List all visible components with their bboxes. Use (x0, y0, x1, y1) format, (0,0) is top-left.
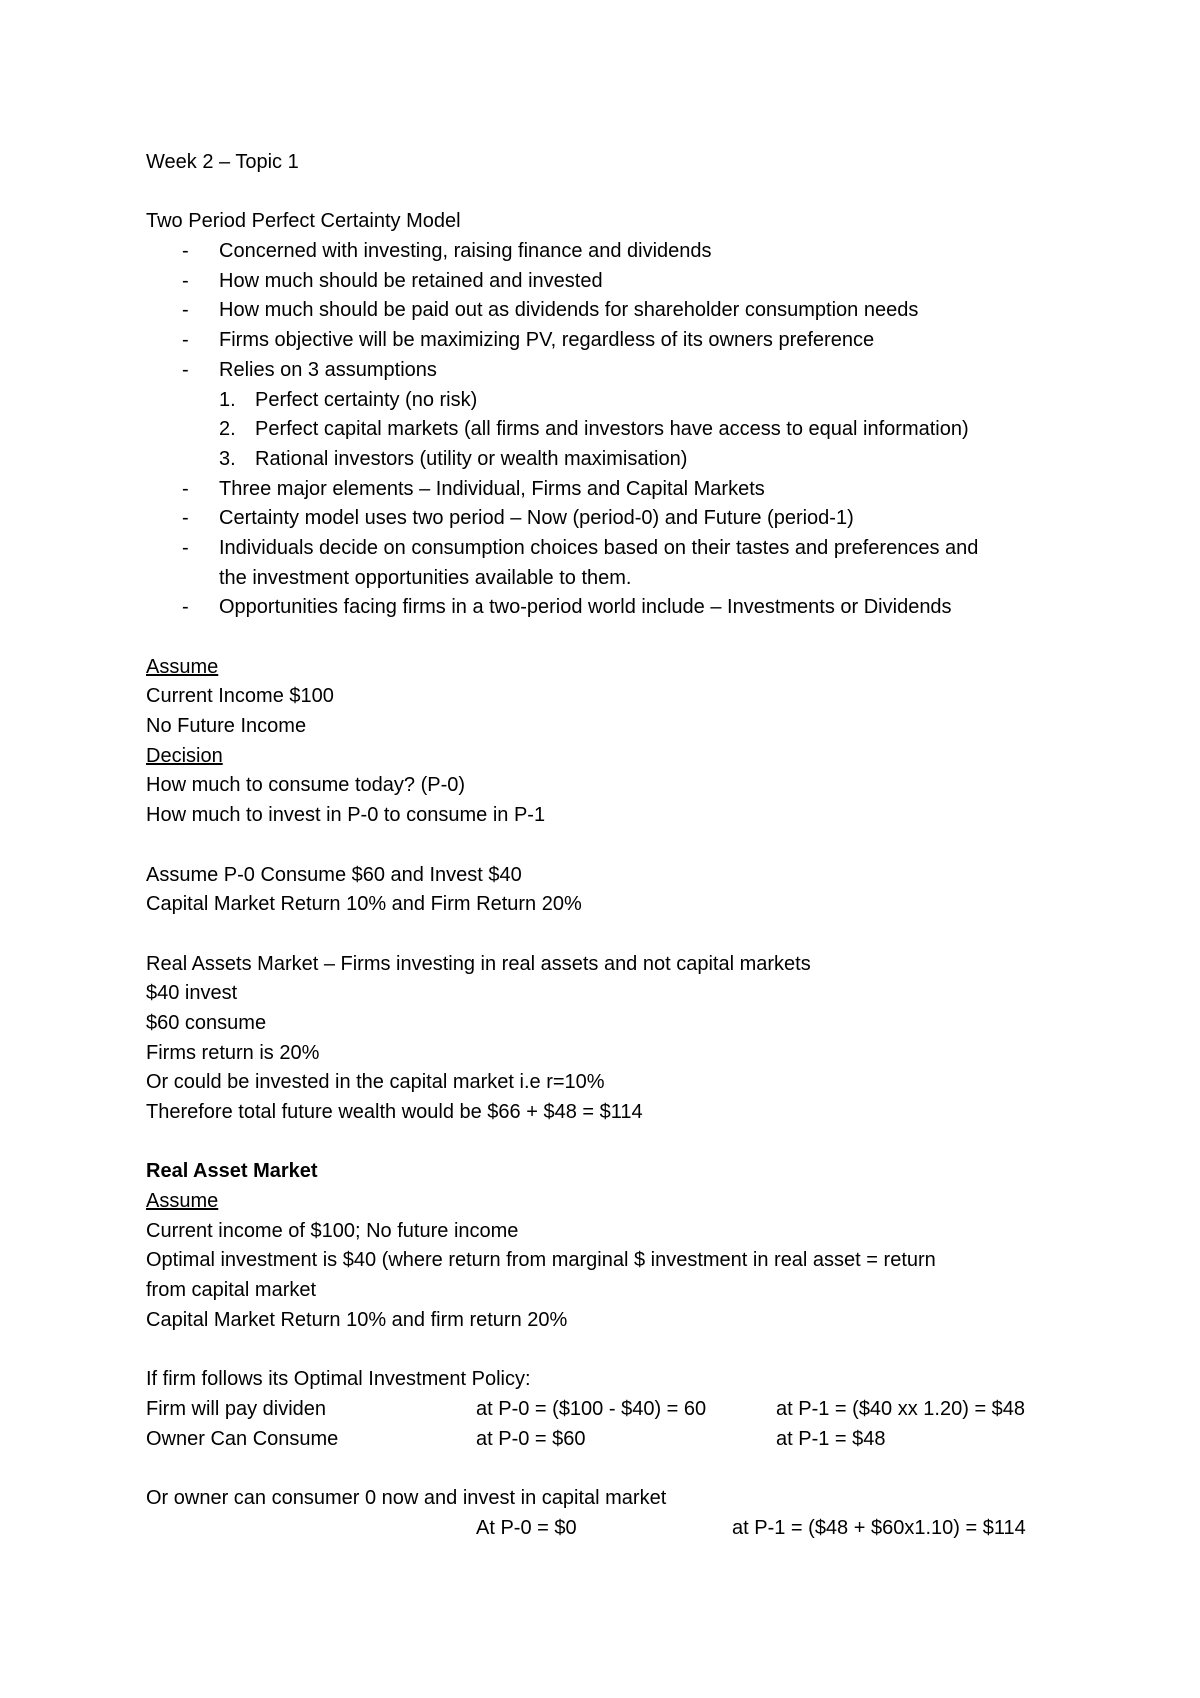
assumption-item (146, 445, 1080, 475)
assumption-text: Perfect capital markets (all firms and investors have access to equal information) (255, 418, 969, 441)
table-row (146, 1395, 1080, 1425)
row-label: Firm will pay dividen (146, 1397, 327, 1420)
assumption-number: 1. (219, 388, 236, 411)
text-line: Assume P-0 Consume $60 and Invest $40 (146, 863, 522, 886)
text-line: How much to consume today? (P-0) (146, 774, 466, 797)
row-p0: At P-0 = $0 (476, 1516, 577, 1539)
row-p0: at P-0 = ($100 - $40) = 60 (476, 1397, 707, 1420)
text-line: from capital market (146, 1279, 317, 1302)
text-line: Therefore total future wealth would be $66 + $48 = $114 (146, 1101, 643, 1123)
bullet-item: - Individuals decide on consumption choices based on their tastes and preferences and (146, 534, 1080, 564)
text-line: No Future Income (146, 715, 307, 738)
row-label: Owner Can Consume (146, 1427, 339, 1450)
text-line: Or could be invested in the capital market i.e r=10% (146, 1071, 605, 1094)
assume-heading: Assume (146, 1190, 219, 1213)
row-p0: at P-0 = $60 (476, 1427, 586, 1450)
text-line: Capital Market Return 10% and Firm Return 20% (146, 893, 582, 916)
text-line: Firms return is 20% (146, 1041, 320, 1064)
bullet-item: - How much should be paid out as dividends for shareholder consumption needs (146, 296, 1080, 326)
section-title: Real Asset Market (146, 1160, 318, 1183)
policy-heading: If firm follows its Optimal Investment Policy: (146, 1368, 531, 1391)
assumption-text: Perfect certainty (no risk) (255, 388, 478, 411)
row-p1: at P-1 = $48 (776, 1427, 886, 1450)
row-p1: at P-1 = ($48 + $60x1.10) = $114 (732, 1516, 1026, 1539)
decision-heading: Decision (146, 744, 223, 767)
model-title: Two Period Perfect Certainty Model (146, 210, 461, 233)
text-line: Current Income $100 (146, 685, 334, 708)
bullet-item: - Certainty model uses two period – Now (period-0) and Future (period-1) (146, 504, 1080, 534)
assumption-item (146, 386, 1080, 416)
text-line: Current income of $100; No future income (146, 1219, 519, 1242)
text-line: Real Assets Market – Firms investing in real assets and not capital markets (146, 952, 811, 975)
week-title: Week 2 – Topic 1 (146, 151, 299, 173)
assumption-text: Rational investors (utility or wealth maximisation) (255, 447, 688, 470)
bullet-item: - Opportunities facing firms in a two-period world include – Investments or Dividends (146, 593, 1080, 623)
assumption-item (146, 415, 1080, 445)
assumption-number: 3. (219, 447, 236, 470)
text-line: Optimal investment is $40 (where return from marginal $ investment in real asset = return (146, 1249, 936, 1272)
bullet-item: - Concerned with investing, raising finance and dividends (146, 237, 1080, 267)
assumption-number: 2. (219, 418, 236, 441)
text-line: Capital Market Return 10% and firm return 20% (146, 1308, 568, 1331)
table-row (146, 1514, 1080, 1544)
text-line: $60 consume (146, 1011, 267, 1034)
text-line: $40 invest (146, 982, 238, 1005)
text-line: How much to invest in P-0 to consume in P-1 (146, 804, 546, 827)
text-line: Or owner can consumer 0 now and invest in capital market (146, 1486, 667, 1509)
bullet-continuation: the investment opportunities available to them. (219, 566, 632, 589)
bullet-item: - Firms objective will be maximizing PV, regardless of its owners preference (146, 326, 1080, 356)
bullet-item: - Three major elements – Individual, Firms and Capital Markets (146, 475, 1080, 505)
bullet-item: - How much should be retained and invested (146, 267, 1080, 297)
bullet-item: - Relies on 3 assumptions (146, 356, 1080, 386)
table-row (146, 1425, 1080, 1455)
row-p1: at P-1 = ($40 xx 1.20) = $48 (776, 1397, 1026, 1420)
assume-heading: Assume (146, 655, 219, 678)
